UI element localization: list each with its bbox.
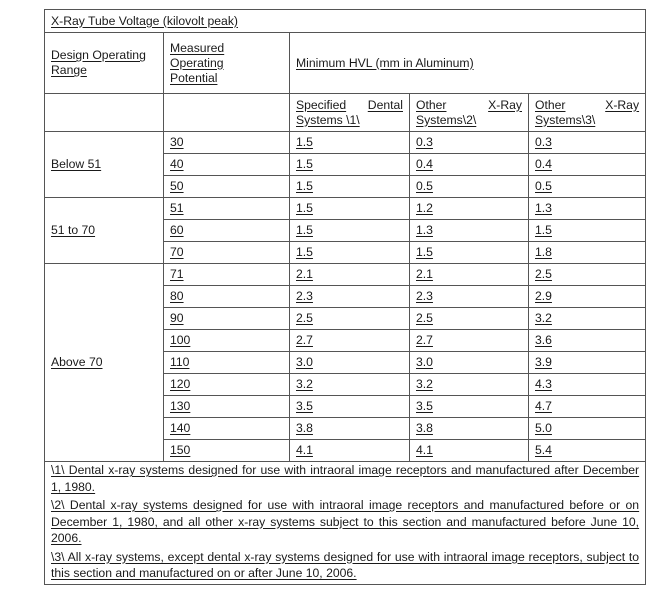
subheader-dental-line2: Systems \1\ [296, 112, 360, 127]
subheader-other3 [529, 94, 646, 132]
footnotes-cell [45, 462, 646, 585]
other2-hvl-cell: 4.1 [410, 440, 529, 462]
header-min-hvl: Minimum HVL (mm in Aluminum) [290, 33, 646, 94]
kv-cell: 30 [164, 132, 290, 154]
kv-cell: 50 [164, 176, 290, 198]
kv-cell: 60 [164, 220, 290, 242]
other2-hvl-cell: 3.2 [410, 374, 529, 396]
dental-hvl-cell: 3.0 [290, 352, 410, 374]
other2-hvl-cell: 2.3 [410, 286, 529, 308]
header-design-range: Design Operating Range [45, 33, 164, 94]
kv-cell: 80 [164, 286, 290, 308]
table-row [45, 264, 646, 286]
dental-hvl-cell: 1.5 [290, 220, 410, 242]
dental-hvl-cell: 2.3 [290, 286, 410, 308]
other2-hvl-cell: 2.7 [410, 330, 529, 352]
other2-hvl-cell: 3.8 [410, 418, 529, 440]
other3-hvl-cell: 1.8 [529, 242, 646, 264]
caption-row [45, 10, 646, 33]
subheader-other3-word2: X-Ray [605, 97, 640, 112]
footnote: \3\ All x-ray systems, except dental x-ray systems designed for use with intraoral image receptors, subject to this section and manufactured on or after June 10, 2006. [51, 549, 640, 580]
footnote: \2\ Dental x-ray systems designed for use with intraoral image receptors and manufactured before or on December 1, 1980, and all other x-ray systems subject to this section and manufactured before June 10, 2006. [51, 498, 640, 545]
kv-cell: 130 [164, 396, 290, 418]
other2-hvl-cell: 2.5 [410, 308, 529, 330]
subheader-other3-line2: Systems\3\ [535, 112, 596, 127]
dental-hvl-cell: 4.1 [290, 440, 410, 462]
kv-cell: 90 [164, 308, 290, 330]
dental-hvl-cell: 2.1 [290, 264, 410, 286]
other3-hvl-cell: 3.9 [529, 352, 646, 374]
subheader-other2-word2: X-Ray [488, 97, 522, 112]
kv-cell: 120 [164, 374, 290, 396]
other3-hvl-cell: 3.6 [529, 330, 646, 352]
dental-hvl-cell: 1.5 [290, 242, 410, 264]
other3-hvl-cell: 5.4 [529, 440, 646, 462]
other3-hvl-cell: 4.3 [529, 374, 646, 396]
table-row [45, 132, 646, 154]
kv-cell: 51 [164, 198, 290, 220]
dental-hvl-cell: 2.5 [290, 308, 410, 330]
footnote: \1\ Dental x-ray systems designed for use with intraoral image receptors and manufactured after December 1, 1980. [51, 463, 640, 494]
subheader-dental-word2: Dental [367, 97, 403, 112]
other2-hvl-cell: 2.1 [410, 264, 529, 286]
dental-hvl-cell: 1.5 [290, 132, 410, 154]
other3-hvl-cell: 0.5 [529, 176, 646, 198]
kv-cell: 150 [164, 440, 290, 462]
kv-cell: 110 [164, 352, 290, 374]
other2-hvl-cell: 3.0 [410, 352, 529, 374]
kv-cell: 40 [164, 154, 290, 176]
dental-hvl-cell: 1.5 [290, 176, 410, 198]
kv-cell: 70 [164, 242, 290, 264]
header-row [45, 33, 646, 94]
subheader-other3-word1: Other [535, 97, 566, 112]
dental-hvl-cell: 1.5 [290, 154, 410, 176]
footnotes-row [45, 462, 646, 585]
subheader-other2-line2: Systems\2\ [416, 112, 477, 127]
other3-hvl-cell: 2.5 [529, 264, 646, 286]
table-caption: X-Ray Tube Voltage (kilovolt peak) [45, 10, 646, 33]
subheader-dental-word1: Specified [296, 97, 347, 112]
subheader-row [45, 94, 646, 132]
other2-hvl-cell: 0.5 [410, 176, 529, 198]
empty-cell [164, 94, 290, 132]
dental-hvl-cell: 2.7 [290, 330, 410, 352]
hvl-table [44, 9, 646, 585]
other3-hvl-cell: 1.3 [529, 198, 646, 220]
other2-hvl-cell: 3.5 [410, 396, 529, 418]
dental-hvl-cell: 3.2 [290, 374, 410, 396]
subheader-other2 [410, 94, 529, 132]
range-group-label: Above 70 [45, 264, 164, 462]
other2-hvl-cell: 1.5 [410, 242, 529, 264]
other2-hvl-cell: 1.2 [410, 198, 529, 220]
other2-hvl-cell: 1.3 [410, 220, 529, 242]
other2-hvl-cell: 0.4 [410, 154, 529, 176]
kv-cell: 71 [164, 264, 290, 286]
other2-hvl-cell: 0.3 [410, 132, 529, 154]
other3-hvl-cell: 2.9 [529, 286, 646, 308]
other3-hvl-cell: 0.4 [529, 154, 646, 176]
other3-hvl-cell: 0.3 [529, 132, 646, 154]
dental-hvl-cell: 3.5 [290, 396, 410, 418]
table-row [45, 198, 646, 220]
dental-hvl-cell: 1.5 [290, 198, 410, 220]
range-group-label: Below 51 [45, 132, 164, 198]
other3-hvl-cell: 1.5 [529, 220, 646, 242]
empty-cell [45, 94, 164, 132]
subheader-dental [290, 94, 410, 132]
dental-hvl-cell: 3.8 [290, 418, 410, 440]
other3-hvl-cell: 4.7 [529, 396, 646, 418]
subheader-other2-word1: Other [416, 97, 447, 112]
kv-cell: 100 [164, 330, 290, 352]
other3-hvl-cell: 3.2 [529, 308, 646, 330]
header-measured-potential: Measured Operating Potential [164, 33, 290, 94]
range-group-label: 51 to 70 [45, 198, 164, 264]
other3-hvl-cell: 5.0 [529, 418, 646, 440]
kv-cell: 140 [164, 418, 290, 440]
